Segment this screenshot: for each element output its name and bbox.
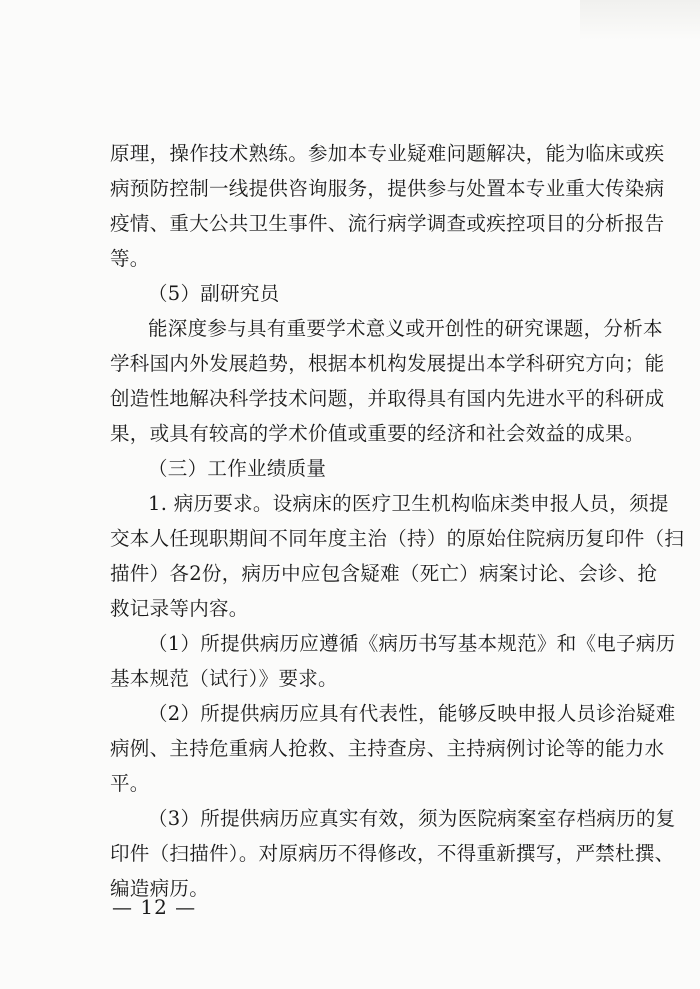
paragraph-line: 1. 病历要求。设病床的医疗卫生机构临床类申报人员，须提 <box>148 492 669 515</box>
paragraph-line: 原理，操作技术熟练。参加本专业疑难问题解决，能为临床或疾 <box>110 142 665 165</box>
section-heading-work-performance-quality: （三）工作业绩质量 <box>148 457 327 480</box>
paragraph-line: （2）所提供病历应具有代表性，能够反映申报人员诊治疑难 <box>148 702 676 725</box>
paragraph-line: 创造性地解决科学技术问题，并取得具有国内先进水平的科研成 <box>110 387 665 410</box>
paragraph-line: 病例、主持危重病人抢救、主持查房、主持病例讨论等的能力水 <box>110 737 665 760</box>
paragraph-line: 救记录等内容。 <box>110 597 249 620</box>
paragraph-line: 能深度参与具有重要学术意义或开创性的研究课题，分析本 <box>148 317 663 340</box>
paragraph-line: 果，或具有较高的学术价值或重要的经济和社会效益的成果。 <box>110 422 645 445</box>
paragraph-line: 印件（扫描件）。对原病历不得修改，不得重新撰写，严禁杜撰、 <box>110 842 675 865</box>
paragraph-line: 平。 <box>110 772 150 795</box>
paragraph-line: 病预防控制一线提供咨询服务，提供参与处置本专业重大传染病 <box>110 177 665 200</box>
paragraph-line: （3）所提供病历应真实有效，须为医院病案室存档病历的复 <box>148 807 676 830</box>
paragraph-line: 描件）各2份，病历中应包含疑难（死亡）病案讨论、会诊、抢 <box>110 562 658 585</box>
paragraph-line: 基本规范（试行）》要求。 <box>110 667 338 690</box>
paragraph-line: 疫情、重大公共卫生事件、流行病学调查或疾控项目的分析报告 <box>110 212 665 235</box>
paragraph-line: 学科国内外发展趋势，根据本机构发展提出本学科研究方向；能 <box>110 352 665 375</box>
paragraph-line: （1）所提供病历应遵循《病历书写基本规范》和《电子病历 <box>148 632 676 655</box>
paragraph-line: 交本人任现职期间不同年度主治（持）的原始住院病历复印件（扫 <box>110 527 685 550</box>
section-heading-associate-researcher: （5）副研究员 <box>148 282 280 305</box>
page-number: — 12 — <box>112 895 197 919</box>
scan-edge-shadow <box>580 0 700 40</box>
paragraph-line: 编造病历。 <box>110 877 210 900</box>
paragraph-line: 等。 <box>110 247 150 270</box>
